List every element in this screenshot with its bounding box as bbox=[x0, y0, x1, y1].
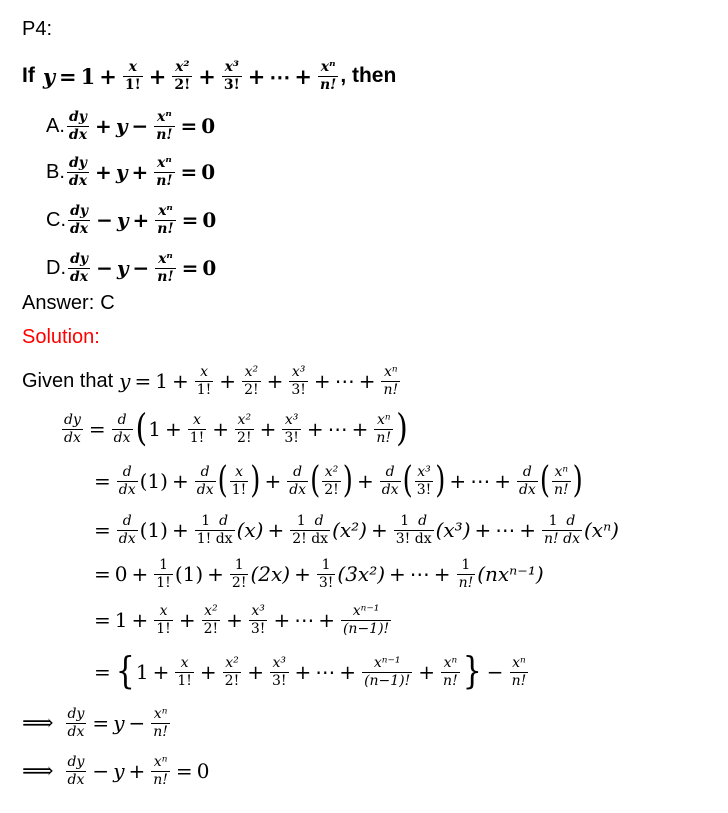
eq-sign: = bbox=[59, 63, 77, 89]
option-dydx: $\frac{dy}{dx}$ bbox=[70, 202, 89, 237]
step-6: = { 1 + $\frac{x}{1!}$ + $\frac{\text{x²}}{2!}$ + $\frac{\text{x³}}{3!}$ + ⋯ + $\frac{\text{xⁿ⁻¹}}{(n-1)!}$ + $\frac{\text{xⁿ}}{n!}$ } − $\frac{\text{xⁿ}}{n!}$ bbox=[94, 649, 527, 694]
option-dydx: $\frac{dy}{dx}$ bbox=[68, 108, 88, 143]
answer-value: C bbox=[100, 292, 115, 314]
if-word: If bbox=[22, 64, 35, 87]
step-3: = $\frac{d}{dx}$ (1) + $\frac{1 d}{1! dx}$ (x) + $\frac{1 d}{2! dx}$ (x²) + $\frac{1 d}{3! dx}$ (x³) + ⋯ + $\frac{1 d}{n! dx}$ (xⁿ) bbox=[94, 512, 619, 547]
option-b: B. $\frac{dy}{dx}$ + y + $\frac{\text{xⁿ}}{n!}$ = 0 bbox=[46, 154, 216, 189]
option-letter: C. bbox=[46, 208, 66, 231]
option-xn-frac: $\frac{\text{xⁿ}}{n!}$ bbox=[157, 202, 174, 237]
term-frac-n: $\frac{\text{xⁿ}}{n!}$ bbox=[319, 58, 337, 93]
step-5: = 1 + $\frac{x}{1!}$ + $\frac{\text{x²}}{2!}$ + $\frac{\text{x³}}{3!}$ + ⋯ + $\frac{\text{xⁿ⁻¹}}{(n-1)!}$ bbox=[94, 602, 390, 637]
solution-heading bbox=[22, 326, 100, 349]
answer-line bbox=[22, 292, 115, 315]
problem-id-text: P4: bbox=[22, 18, 53, 40]
option-letter: A. bbox=[46, 114, 65, 137]
term-frac-1: $\frac{x}{1!}$ bbox=[124, 58, 141, 93]
eq-lhs: y bbox=[42, 63, 56, 89]
implies-arrow-1: ⟹ bbox=[22, 710, 54, 736]
option-d: D. $\frac{dy}{dx}$ − y − $\frac{\text{xⁿ}}{n!}$ = 0 bbox=[46, 250, 217, 285]
problem-id bbox=[22, 18, 52, 41]
option-dydx: $\frac{dy}{dx}$ bbox=[70, 250, 89, 285]
solution-heading-text: Solution: bbox=[22, 326, 100, 348]
option-a: A. $\frac{dy}{dx}$ + y − $\frac{\text{xⁿ}}{n!}$ = 0 bbox=[46, 108, 216, 143]
option-c: C. $\frac{dy}{dx}$ − y + $\frac{\text{xⁿ}}{n!}$ = 0 bbox=[46, 202, 217, 237]
implies-1: ⟹ $\frac{dy}{dx}$ = y − $\frac{\text{xⁿ}}{n!}$ bbox=[22, 705, 168, 740]
term-one: 1 bbox=[80, 63, 96, 89]
option-xn-frac: $\frac{\text{xⁿ}}{n!}$ bbox=[156, 154, 173, 189]
option-dydx: $\frac{dy}{dx}$ bbox=[68, 154, 88, 189]
option-letter: B. bbox=[46, 160, 65, 183]
ellipsis: ⋯ bbox=[269, 63, 291, 89]
given-prefix: Given that bbox=[22, 369, 114, 392]
then-word: , then bbox=[340, 64, 397, 87]
term-frac-3: $\frac{\text{x³}}{3!}$ bbox=[223, 58, 240, 93]
answer-label: Answer: bbox=[22, 292, 95, 314]
option-xn-frac: $\frac{\text{xⁿ}}{n!}$ bbox=[157, 250, 174, 285]
implies-arrow-2: ⟹ bbox=[22, 758, 54, 784]
given-line: Given that y = 1 + $\frac{x}{1!}$ + $\frac{\text{x²}}{2!}$ + $\frac{\text{x³}}{3!}$ + ⋯ + $\frac{\text{xⁿ}}{n!}$ bbox=[22, 363, 399, 398]
option-xn-frac: $\frac{\text{xⁿ}}{n!}$ bbox=[156, 108, 173, 143]
step-4: = 0 + $\frac{1}{1!}$ (1) + $\frac{1}{2!}$ (2x) + $\frac{1}{3!}$ (3x²) + ⋯ + $\frac{1}{n!}$ (nxⁿ⁻¹) bbox=[94, 556, 544, 591]
question-line: If y = 1 + $\frac{x}{1!}$ + $\frac{\text{x²}}{2!}$ + $\frac{\text{x³}}{3!}$ + ⋯ + $\frac{\text{xⁿ}}{n!}$ , then bbox=[22, 58, 397, 93]
implies-2: ⟹ $\frac{dy}{dx}$ − y + $\frac{\text{xⁿ}}{n!}$ = 0 bbox=[22, 753, 210, 788]
term-frac-2: $\frac{\text{x²}}{2!}$ bbox=[174, 58, 191, 93]
option-letter: D. bbox=[46, 256, 66, 279]
step-2: = $\frac{d}{dx}$ (1) + $\frac{d}{dx}$ ( $\frac{x}{1!}$ ) + $\frac{d}{dx}$ ( $\frac{\text{x²}}{2!}$ ) + $\frac{d}{dx}$ ( $\frac{\text{x³}}{3!}$ ) + ⋯ + $\frac{d}{dx}$ ( $\frac{\text{xⁿ}}{n!}$ ) bbox=[94, 460, 583, 502]
step-1: $\frac{dy}{dx}$ = $\frac{d}{dx}$ ( 1 + $\frac{x}{1!}$ + $\frac{\text{x²}}{2!}$ + $\frac{\text{x³}}{3!}$ + ⋯ + $\frac{\text{xⁿ}}{n!}$ ) bbox=[64, 406, 408, 451]
